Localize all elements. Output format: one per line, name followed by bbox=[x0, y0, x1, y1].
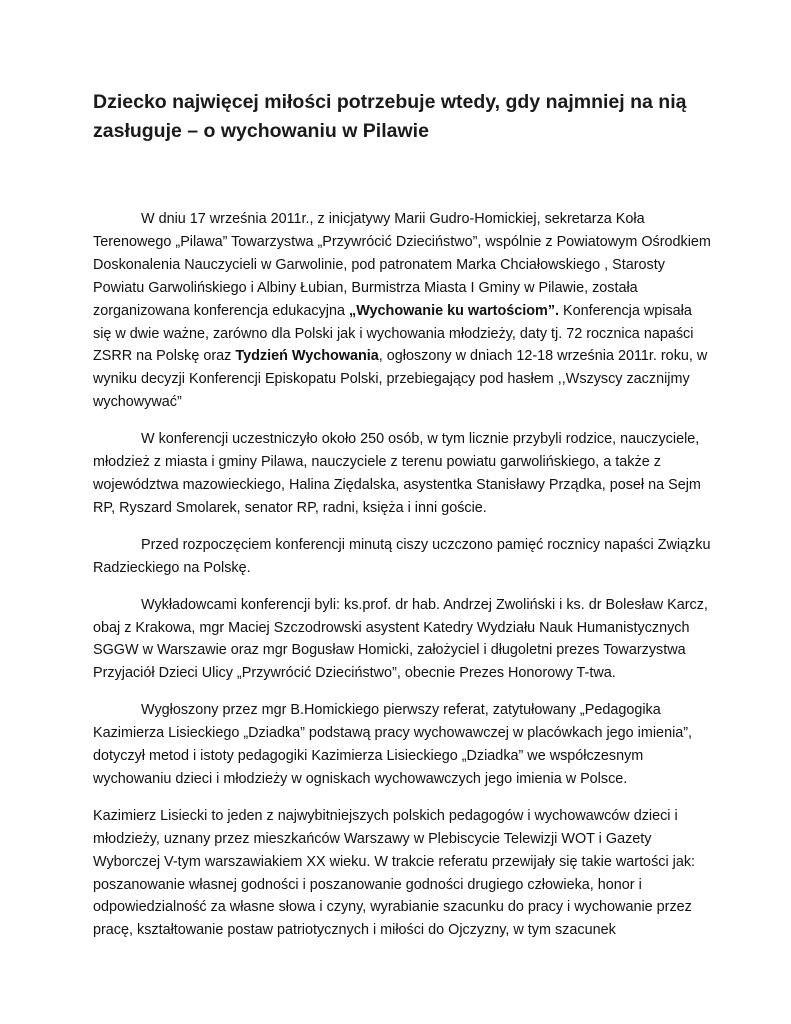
paragraph-conference-intro bbox=[93, 208, 713, 414]
paragraph-first-lecture: Wygłoszony przez mgr B.Homickiego pierwszy referat, zatytułowany „Pedagogika Kazimierza Lisieckiego „Dziadka” podstawą pracy wychowawczej w placówkach jego imienia”, dotyczył metod i istoty pedagogiki Kazimierza Lisieckiego „Dziadka” we współczesnym wychowaniu dzieci i młodzieży w ogniskach wychowawczych jego imienia w Polsce. bbox=[93, 702, 693, 787]
document-title: Dziecko najwięcej miłości potrzebuje wtedy, gdy najmniej na nią zasługuje – o wychowaniu w Pilawie bbox=[93, 91, 687, 142]
conference-name: „Wychowanie ku wartościom”. bbox=[349, 302, 560, 319]
paragraph-text: Konferencja wpisała się w dwie ważne, zarówno dla Polski jak i wychowania młodzieży, daty tj. 72 rocznica napaści ZSRR na Polskę oraz bbox=[93, 302, 694, 365]
paragraph-text: , ogłoszony w dniach 12-18 września 2011r. roku, w wyniku decyzji Konferencji Episkopatu Polski, przebiegający pod hasłem ,,Wszyscy zacznijmy wychowywać” bbox=[93, 348, 708, 411]
paragraph-lisiecki: Kazimierz Lisiecki to jeden z najwybitniejszych polskich pedagogów i wychowawców dzieci i młodzieży, uznany przez mieszkańców Warszawy w Plebiscycie Telewizji WOT i Gazety Wyborczej V-tym warszawiakiem XX wieku. W trakcie referatu przewijały się takie wartości jak: poszanowanie własnej godności i poszanowanie godności drugiego człowieka, honor i odpowiedzialność za własne słowa i czyny, wyrabianie szacunku do pracy i wychowanie przez pracę, kształtowanie postaw patriotycznych i miłości do Ojczyzny, w tym szacunek bbox=[93, 807, 696, 939]
paragraph-minute-of-silence: Przed rozpoczęciem konferencji minutą ciszy uczczono pamięć rocznicy napaści Związku Radzieckiego na Polskę. bbox=[93, 536, 711, 576]
paragraph-lecturers: Wykładowcami konferencji byli: ks.prof. dr hab. Andrzej Zwoliński i ks. dr Bolesław Karcz, obaj z Krakowa, mgr Maciej Szczodrowski asystent Katedry Wydziału Nauk Humanistycznych SGGW w Warszawie oraz mgr Bogusław Homicki, założyciel i długoletni prezes Towarzystwa Przyjaciół Dzieci Ulicy „Przywrócić Dzieciństwo”, obecnie Prezes Honorowy T-twa. bbox=[93, 596, 708, 682]
event-name: Tydzień Wychowania bbox=[235, 348, 379, 365]
paragraph-participants: W konferencji uczestniczyło około 250 osób, w tym licznie przybyli rodzice, nauczyciele, młodzież z miasta i gminy Pilawa, nauczyciele z terenu powiatu garwolińskiego, a także z województwa mazowieckiego, Halina Ziędalska, asystentka Stanisławy Prządka, poseł na Sejm RP, Ryszard Smolarek, senator RP, radni, księża i inni goście. bbox=[93, 431, 701, 516]
paragraph-text: W dniu 17 września 2011r., z inicjatywy Marii Gudro-Homickiej, sekretarza Koła Terenowego „Pilawa” Towarzystwa „Przywrócić Dzieciństwo”, wspólnie z Powiatowym Ośrodkiem Doskonalenia Nauczycieli w Garwolinie, pod patronatem Marka Chciałowskiego , Starosty Powiatu Garwolińskiego i Albiny Łubian, Burmistrza Miasta I Gminy w Pilawie, została zorganizowana konferencja edukacyjna bbox=[93, 211, 711, 319]
document-page bbox=[93, 88, 713, 956]
